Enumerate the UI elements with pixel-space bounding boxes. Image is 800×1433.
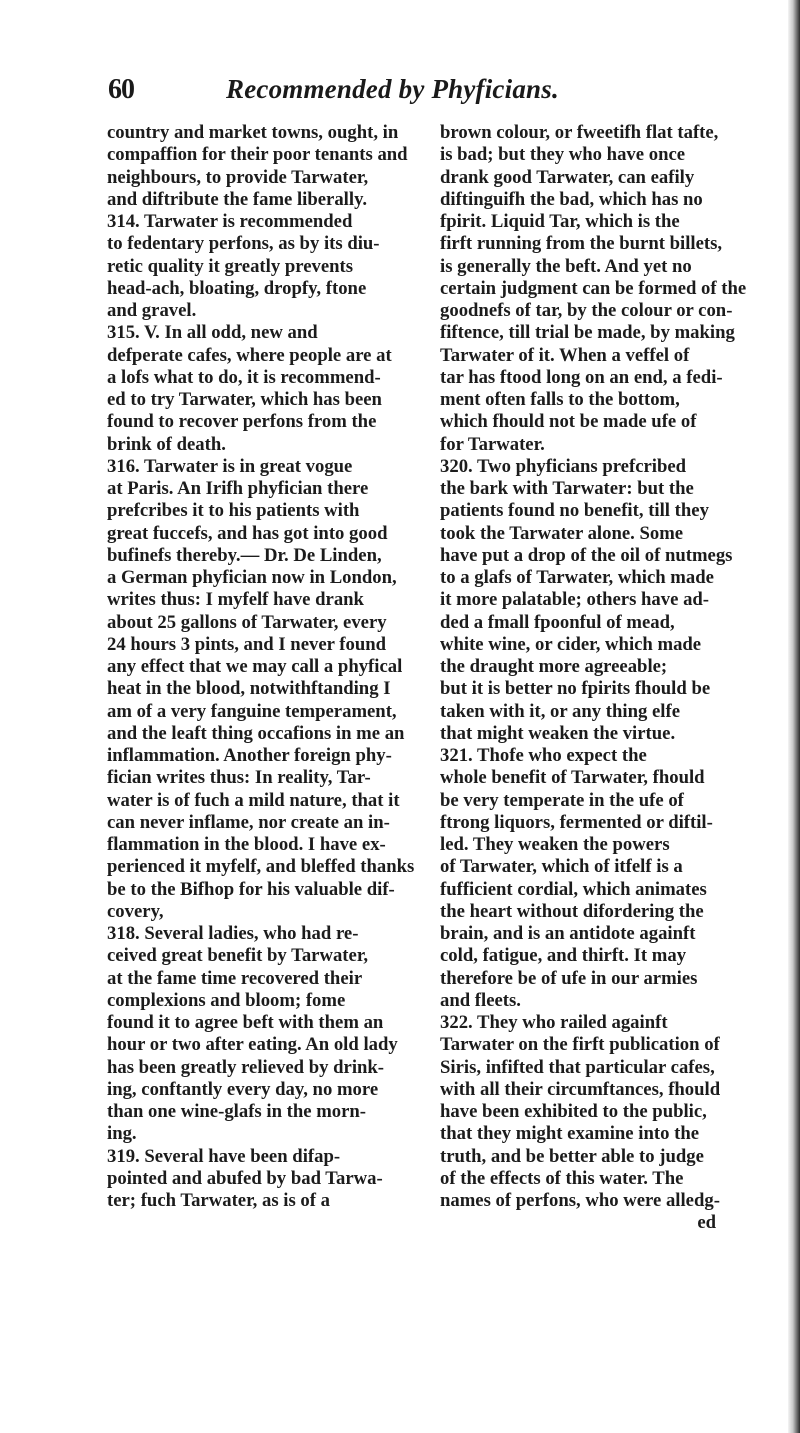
text-line: writes thus: I myfelf have drank xyxy=(107,589,364,611)
text-line: diftinguifh the bad, which has no xyxy=(440,188,703,210)
text-line: ftrong liquors, fermented or diftil- xyxy=(440,811,713,833)
text-line: goodnefs of tar, by the colour or con- xyxy=(440,300,733,321)
catchword: ed xyxy=(697,1212,716,1234)
text-line: names of perfons, who were alledg- xyxy=(440,1190,720,1211)
text-line: with all their circumftances, fhould xyxy=(440,1078,721,1100)
text-line: ing. xyxy=(107,1123,137,1145)
text-line: brain, and is an antidote againft xyxy=(440,923,696,944)
left-column xyxy=(107,122,423,1212)
text-line: and diftribute the fame liberally. xyxy=(107,188,368,210)
text-line: flammation in the blood. I have ex- xyxy=(107,834,386,855)
text-line: 316. Tarwater is in great vogue xyxy=(107,455,353,477)
text-line: ing, conftantly every day, no more xyxy=(107,1078,379,1100)
text-line: 320. Two phyficians prefcribed xyxy=(440,455,687,477)
text-line: ded a fmall fpoonful of mead, xyxy=(440,611,675,633)
text-line: bufinefs thereby.— Dr. De Linden, xyxy=(107,544,382,566)
text-line: and gravel. xyxy=(107,300,197,321)
text-line: and the leaft thing occafions in me an xyxy=(107,722,405,744)
text-line: neighbours, to provide Tarwater, xyxy=(107,166,369,188)
text-line: patients found no benefit, till they xyxy=(440,500,709,522)
text-line: be very temperate in the ufe of xyxy=(440,789,684,811)
text-line: firft running from the burnt billets, xyxy=(440,233,723,255)
text-line: prefcribes it to his patients with xyxy=(107,500,360,522)
text-line: 315. V. In all odd, new and xyxy=(107,322,318,344)
text-line: defperate cafes, where people are at xyxy=(107,344,392,366)
text-line: fpirit. Liquid Tar, which is the xyxy=(440,211,680,232)
text-line: to fedentary perfons, as by its diu- xyxy=(107,233,380,255)
text-line: ter; fuch Tarwater, as is of a xyxy=(107,1190,331,1211)
text-line: Tarwater on the firft publication of xyxy=(440,1034,720,1056)
text-line: of the effects of this water. The xyxy=(440,1167,684,1189)
text-line: ceived great benefit by Tarwater, xyxy=(107,945,369,967)
text-line: and fleets. xyxy=(440,989,521,1011)
running-head-title: Recommended by Phyficians. xyxy=(226,74,559,104)
text-line: whole benefit of Tarwater, fhould xyxy=(440,767,705,789)
text-line: hour or two after eating. An old lady xyxy=(107,1034,398,1056)
text-line: which fhould not be made ufe of xyxy=(440,411,697,433)
text-line: great fuccefs, and has got into good xyxy=(107,522,388,544)
text-line: have been exhibited to the public, xyxy=(440,1101,707,1122)
text-line: can never inflame, nor create an in- xyxy=(107,811,390,833)
text-line: led. They weaken the powers xyxy=(440,834,670,855)
text-line: at Paris. An Irifh phyfician there xyxy=(107,478,369,499)
text-line: found it to agree beft with them an xyxy=(107,1012,384,1033)
text-line: the heart without difordering the xyxy=(440,900,704,922)
text-line: ed to try Tarwater, which has been xyxy=(107,389,382,410)
text-line: inflammation. Another foreign phy- xyxy=(107,745,392,766)
text-line: perienced it myfelf, and bleffed thanks xyxy=(107,856,415,878)
text-line: than one wine-glafs in the morn- xyxy=(107,1101,367,1122)
text-line: of Tarwater, which of itfelf is a xyxy=(440,856,683,878)
text-line: 314. Tarwater is recommended xyxy=(107,211,353,232)
text-line: that might weaken the virtue. xyxy=(440,722,676,744)
text-line: about 25 gallons of Tarwater, every xyxy=(107,611,387,633)
text-line: 24 hours 3 pints, and I never found xyxy=(107,633,387,655)
text-line: the draught more agreeable; xyxy=(440,656,668,677)
text-line: head-ach, bloating, dropfy, ftone xyxy=(107,277,367,299)
text-line: for Tarwater. xyxy=(440,433,545,455)
text-line: covery, xyxy=(107,900,164,922)
text-line: but it is better no fpirits fhould be xyxy=(440,678,711,700)
text-line: a lofs what to do, it is recommend- xyxy=(107,366,381,388)
text-line: 319. Several have been difap- xyxy=(107,1145,341,1167)
text-line: it more palatable; others have ad- xyxy=(440,589,710,611)
text-line: country and market towns, ought, in xyxy=(107,122,399,143)
text-line: 322. They who railed againft xyxy=(440,1012,668,1033)
text-line: therefore be of ufe in our armies xyxy=(440,967,698,989)
right-column xyxy=(440,122,758,1234)
text-line: fician writes thus: In reality, Tar- xyxy=(107,767,371,789)
text-line: found to recover perfons from the xyxy=(107,411,377,433)
book-spine-shadow xyxy=(788,0,800,1433)
text-line: tar has ftood long on an end, a fedi- xyxy=(440,366,723,388)
text-line: have put a drop of the oil of nutmegs xyxy=(440,544,733,566)
text-line: brown colour, or fweetifh flat tafte, xyxy=(440,122,719,143)
running-head xyxy=(108,74,718,114)
page-number: 60 xyxy=(108,74,134,105)
text-line: a German phyfician now in London, xyxy=(107,567,397,588)
text-line: 318. Several ladies, who had re- xyxy=(107,923,359,944)
text-line: Siris, infifted that particular cafes, xyxy=(440,1056,715,1078)
text-line: at the fame time recovered their xyxy=(107,967,363,989)
text-line: 321. Thofe who expect the xyxy=(440,745,647,766)
text-line: has been greatly relieved by drink- xyxy=(107,1056,385,1078)
text-line: truth, and be better able to judge xyxy=(440,1145,704,1167)
text-line: taken with it, or any thing elfe xyxy=(440,700,680,722)
text-line: is generally the beft. And yet no xyxy=(440,255,692,277)
text-line: cold, fatigue, and thirft. It may xyxy=(440,945,687,967)
text-line: drank good Tarwater, can eafily xyxy=(440,166,695,188)
text-line: retic quality it greatly prevents xyxy=(107,255,354,277)
text-line: certain judgment can be formed of the xyxy=(440,277,747,299)
text-line: am of a very fanguine temperament, xyxy=(107,700,397,722)
text-line: to a glafs of Tarwater, which made xyxy=(440,567,714,588)
text-line: took the Tarwater alone. Some xyxy=(440,522,684,544)
text-line: white wine, or cider, which made xyxy=(440,633,702,655)
text-line: pointed and abufed by bad Tarwa- xyxy=(107,1167,383,1189)
text-line: be to the Bifhop for his valuable dif- xyxy=(107,878,395,900)
text-line: fiftence, till trial be made, by making xyxy=(440,322,735,344)
text-line: Tarwater of it. When a veffel of xyxy=(440,344,690,366)
text-line: ment often falls to the bottom, xyxy=(440,389,680,410)
text-line: fufficient cordial, which animates xyxy=(440,878,707,900)
text-line: water is of fuch a mild nature, that it xyxy=(107,789,400,811)
text-line: the bark with Tarwater: but the xyxy=(440,478,694,499)
text-line: complexions and bloom; fome xyxy=(107,989,346,1011)
text-line: any effect that we may call a phyfical xyxy=(107,656,403,677)
text-line: that they might examine into the xyxy=(440,1123,700,1145)
text-line: compaffion for their poor tenants and xyxy=(107,144,408,166)
text-line: is bad; but they who have once xyxy=(440,144,686,166)
text-line: heat in the blood, notwithftanding I xyxy=(107,678,391,700)
text-line: brink of death. xyxy=(107,433,226,455)
